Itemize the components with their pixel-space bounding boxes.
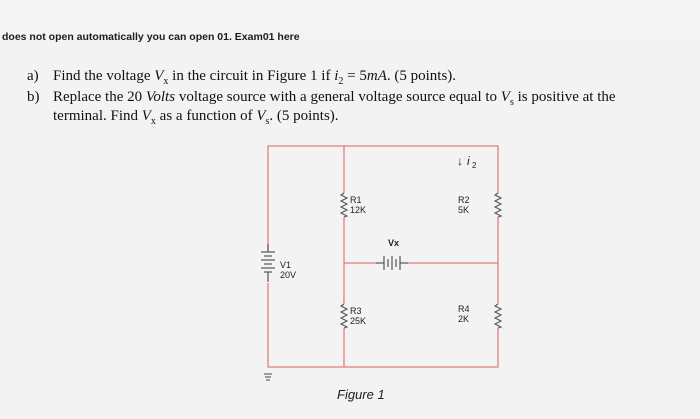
question-b-label: b) bbox=[27, 89, 40, 105]
i2-label: i bbox=[467, 154, 470, 168]
question-a-label: a) bbox=[27, 68, 39, 84]
r2-value: 5K bbox=[458, 205, 470, 215]
v1-name: V1 bbox=[280, 260, 292, 270]
vx-var-2: V bbox=[141, 108, 151, 124]
r3-resistor-symbol bbox=[340, 304, 348, 328]
i2-var: i bbox=[334, 68, 339, 84]
r3-value: 25K bbox=[350, 316, 367, 326]
vx-symbol bbox=[376, 256, 408, 270]
question-b-text-mid: voltage source with a general voltage source equal to bbox=[175, 89, 501, 105]
r2-resistor-symbol bbox=[494, 193, 502, 217]
i2-label-sub: 2 bbox=[472, 161, 477, 170]
r1-value: 12K bbox=[350, 205, 367, 215]
vs-var-2: V bbox=[256, 108, 266, 124]
r1-resistor-symbol bbox=[340, 193, 348, 217]
question-b-text: Replace the 20 bbox=[53, 89, 146, 105]
vs-sub-2: s bbox=[265, 116, 270, 127]
vx-var: V bbox=[154, 68, 164, 84]
vs-sub: s bbox=[509, 97, 514, 108]
r1-name: R1 bbox=[350, 195, 362, 205]
i2-unit: mA bbox=[366, 68, 387, 84]
question-a-points: . (5 points). bbox=[386, 68, 457, 84]
figure-caption: Figure 1 bbox=[337, 387, 385, 402]
question-b-line2-text: terminal. Find bbox=[53, 108, 142, 124]
vs-var: V bbox=[500, 89, 510, 105]
question-a-text-mid: in the circuit in Figure 1 if bbox=[168, 68, 335, 84]
vx-sub-2: x bbox=[150, 116, 156, 127]
r4-name: R4 bbox=[458, 304, 470, 314]
ground-icon bbox=[264, 374, 272, 380]
r4-value: 2K bbox=[458, 314, 470, 324]
banner-text[interactable]: does not open automatically you can open 01. Exam01 here bbox=[2, 31, 300, 43]
volts-word: Volts bbox=[145, 89, 176, 105]
i2-arrow-icon: ↓ bbox=[457, 154, 463, 168]
question-b-line2-mid: as a function of bbox=[155, 108, 257, 124]
i2-sub: 2 bbox=[338, 76, 344, 87]
circuit-wires bbox=[268, 146, 498, 367]
v1-value: 20V bbox=[280, 270, 297, 280]
i2-value: = 5 bbox=[343, 68, 367, 84]
vx-sub: x bbox=[163, 76, 169, 87]
question-b-text-end: is positive at the bbox=[513, 89, 616, 105]
r2-name: R2 bbox=[458, 195, 470, 205]
r3-name: R3 bbox=[350, 306, 362, 316]
question-b-points: . (5 points). bbox=[269, 108, 339, 124]
question-a-text: Find the voltage bbox=[53, 68, 155, 84]
vx-label: Vx bbox=[388, 238, 400, 248]
v1-battery-symbol bbox=[258, 244, 278, 283]
r4-resistor-symbol bbox=[494, 304, 502, 328]
